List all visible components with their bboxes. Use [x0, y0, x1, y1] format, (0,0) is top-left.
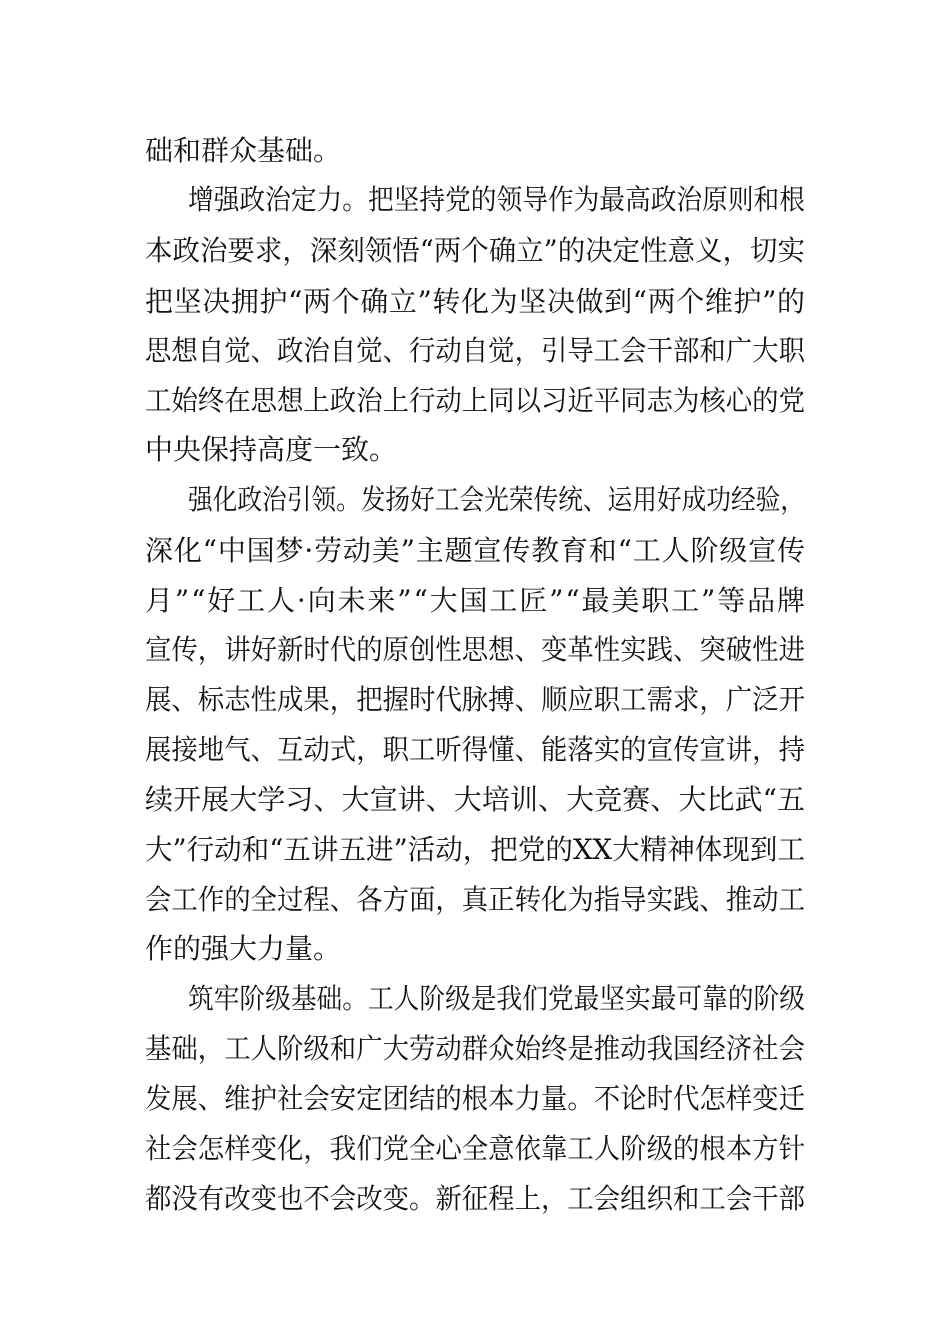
text-line [0, 775, 950, 825]
line-text: 宣传，讲好新时代的原创性思想、变革性实践、突破性进 [145, 633, 805, 666]
line-text: 把坚决拥护“两个确立”转化为坚决做到“两个维护”的 [145, 285, 806, 318]
text-line [0, 126, 950, 176]
text-line [0, 425, 950, 475]
line-text: 会工作的全过程、各方面，真正转化为指导实践、推动工 [145, 883, 805, 916]
text-line [0, 226, 950, 276]
text-line [0, 875, 950, 925]
text-line [0, 1074, 950, 1124]
text-line [0, 277, 950, 327]
line-text: 中央保持高度一致。 [145, 433, 398, 466]
text-line [0, 825, 950, 875]
text-line [0, 326, 950, 376]
line-text: 展接地气、互动式，职工听得懂、能落实的宣传宣讲，持 [145, 733, 805, 766]
line-text: 都没有改变也不会改变。新征程上，工会组织和工会干部 [145, 1182, 805, 1215]
line-text: 社会怎样变化，我们党全心全意依靠工人阶级的根本方针 [145, 1132, 805, 1165]
line-text: 基础，工人阶级和广大劳动群众始终是推动我国经济社会 [145, 1032, 805, 1065]
line-text: 思想自觉、政治自觉、行动自觉，引导工会干部和广大职 [145, 334, 805, 367]
line-text: 筑牢阶级基础。工人阶级是我们党最坚实最可靠的阶级 [188, 982, 805, 1015]
line-text: 础和群众基础。 [145, 134, 342, 167]
line-text: 月”“好工人·向未来”“大国工匠”“最美职工”等品牌 [145, 584, 807, 617]
line-text: 展、标志性成果，把握时代脉搏、顺应职工需求，广泛开 [145, 683, 805, 716]
text-line [0, 924, 950, 974]
line-text: 深化“中国梦·劳动美”主题宣传教育和“工人阶级宣传 [145, 534, 806, 567]
text-line [0, 1124, 950, 1174]
line-text: 工始终在思想上政治上行动上同以习近平同志为核心的党 [145, 384, 805, 417]
line-text: 本政治要求，深刻领悟“两个确立”的决定性意义，切实 [145, 234, 805, 267]
text-line [0, 625, 950, 675]
line-text: 续开展大学习、大宣讲、大培训、大竞赛、大比武“五 [145, 783, 806, 816]
text-line [0, 725, 950, 775]
paragraph-start-line [0, 974, 950, 1024]
text-line [0, 376, 950, 426]
line-text: 大”行动和“五讲五进”活动，把党的XX大精神体现到工 [145, 833, 806, 866]
line-text: 作的强大力量。 [145, 932, 342, 965]
line-text: 增强政治定力。把坚持党的领导作为最高政治原则和根 [188, 183, 805, 216]
paragraph-start-line [0, 175, 950, 225]
text-line [0, 576, 950, 626]
paragraph-start-line [0, 475, 950, 525]
line-text: 发展、维护社会安定团结的根本力量。不论时代怎样变迁 [145, 1082, 805, 1115]
text-line [0, 675, 950, 725]
text-line [0, 1174, 950, 1224]
text-line [0, 526, 950, 576]
line-text: 强化政治引领。发扬好工会光荣传统、运用好成功经验， [188, 483, 805, 516]
text-line [0, 1024, 950, 1074]
